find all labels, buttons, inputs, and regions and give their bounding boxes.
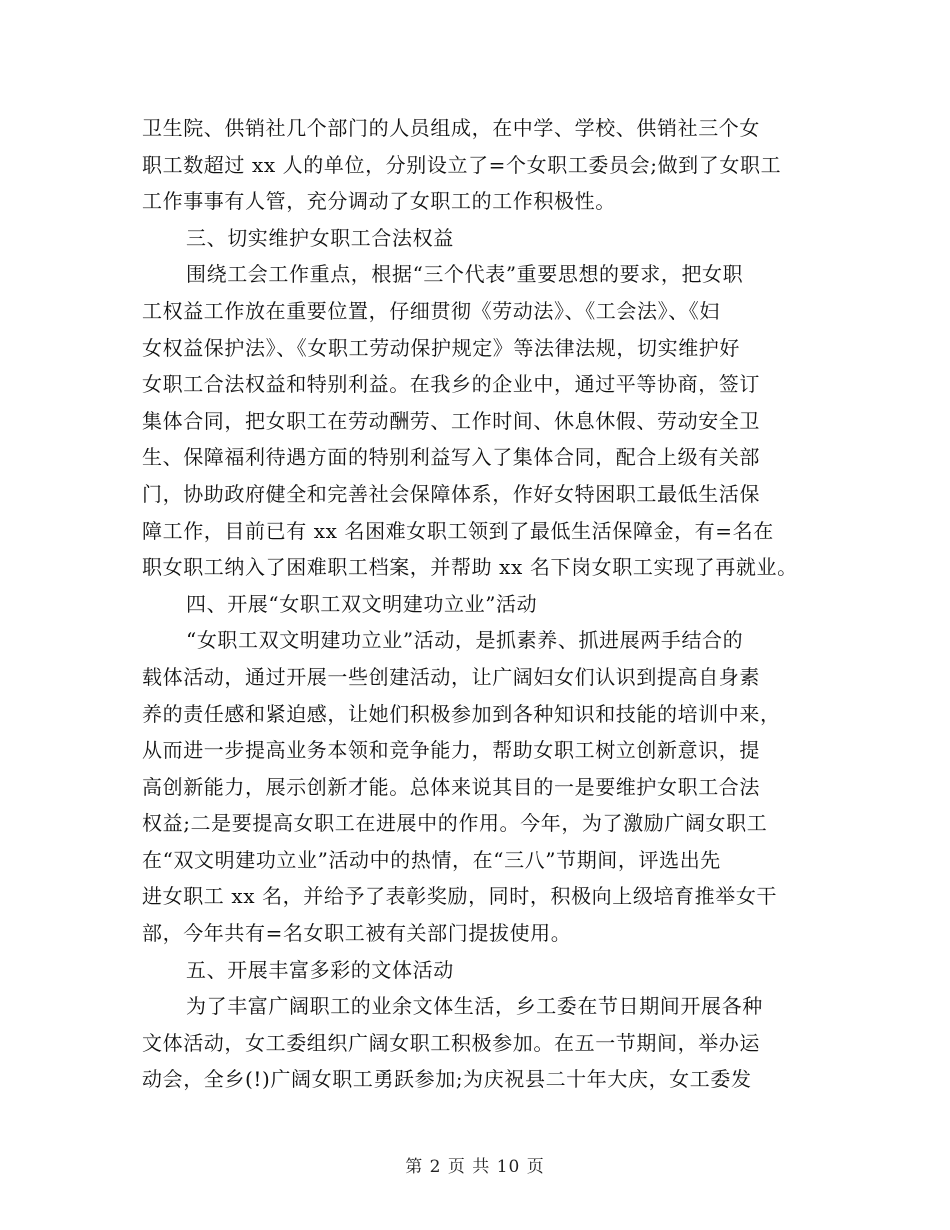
paragraph-line: “女职工双文明建功立业”活动，是抓素养、抓进展两手结合的 (186, 628, 744, 653)
paragraph-line: 女权益保护法》、《女职工劳动保护规定》等法律法规，切实维护好 (142, 335, 740, 360)
section-heading: 四、开展“女职工双文明建功立业”活动 (186, 591, 538, 616)
paragraph-line: 养的责任感和紧迫感，让她们积极参加到各种知识和技能的培训中来， (142, 701, 781, 726)
paragraph-line: 权益;二是要提高女职工在进展中的作用。今年，为了激励广阔女职工 (142, 811, 768, 836)
paragraph-line: 工权益工作放在重要位置，仔细贯彻《劳动法》、《工会法》、《妇 (142, 298, 720, 323)
paragraph-line: 集体合同，把女职工在劳动酬劳、工作时间、休息休假、劳动安全卫 (142, 408, 760, 433)
paragraph-line: 职工数超过 xx 人的单位，分别设立了=个女职工委员会;做到了女职工 (142, 152, 782, 177)
paragraph-line: 门，协助政府健全和完善社会保障体系，作好女特困职工最低生活保 (142, 481, 760, 506)
paragraph-line: 部，今年共有=名女职工被有关部门提拔使用。 (142, 921, 572, 946)
paragraph-line: 动会，全乡(!)广阔女职工勇跃参加;为庆祝县二十年大庆，女工委发 (142, 1067, 752, 1092)
paragraph-line: 载体活动，通过开展一些创建活动，让广阔妇女们认识到提高自身素 (142, 664, 760, 689)
document-body (142, 110, 822, 1098)
section-heading: 五、开展丰富多彩的文体活动 (186, 957, 454, 982)
paragraph-line: 女职工合法权益和特别利益。在我乡的企业中，通过平等协商，签订 (142, 372, 760, 397)
paragraph-line: 在“双文明建功立业”活动中的热情，在“三八”节期间，评选出先 (142, 847, 721, 872)
paragraph-line: 卫生院、供销社几个部门的人员组成，在中学、学校、供销社三个女 (142, 116, 760, 140)
paragraph-line: 高创新能力，展示创新才能。总体来说其目的一是要维护女职工合法 (142, 774, 760, 799)
paragraph-line: 职女职工纳入了困难职工档案，并帮助 xx 名下岗女职工实现了再就业。 (142, 555, 798, 580)
paragraph-line: 从而进一步提高业务本领和竞争能力，帮助女职工树立创新意识，提 (142, 738, 760, 763)
paragraph-line: 文体活动，女工委组织广阔女职工积极参加。在五一节期间，举办运 (142, 1030, 760, 1055)
paragraph-line: 生、保障福利待遇方面的特别利益写入了集体合同，配合上级有关部 (142, 445, 760, 470)
section-heading: 三、切实维护女职工合法权益 (186, 225, 454, 250)
page-footer: 第 2 页 共 10 页 (405, 1157, 545, 1177)
paragraph-line: 障工作，目前已有 xx 名困难女职工领到了最低生活保障金，有=名在 (142, 518, 774, 543)
paragraph-line: 为了丰富广阔职工的业余文体生活，乡工委在节日期间开展各种 (186, 994, 763, 1019)
paragraph-line: 工作事事有人管，充分调动了女职工的工作积极性。 (142, 189, 616, 214)
paragraph-line: 围绕工会工作重点，根据“三个代表”重要思想的要求，把女职 (186, 262, 744, 287)
paragraph-line: 进女职工 xx 名，并给予了表彰奖励，同时，积极向上级培育推举女干 (142, 884, 778, 909)
